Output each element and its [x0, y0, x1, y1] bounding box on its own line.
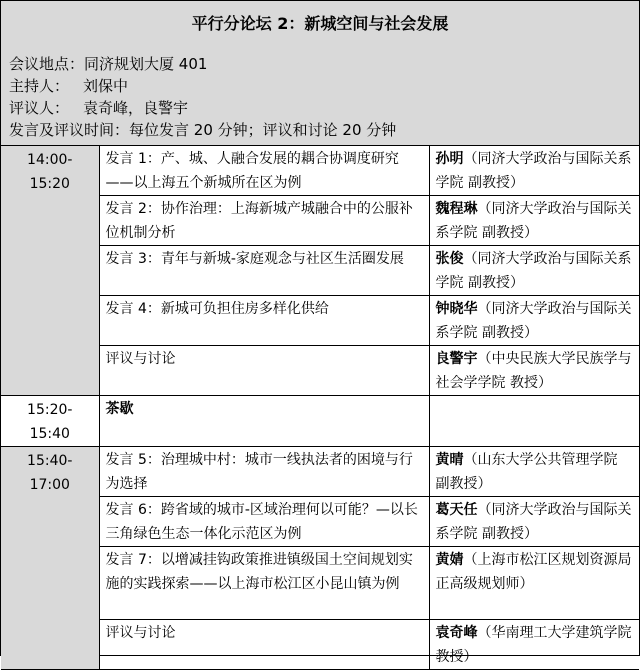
speaker-affiliation: （上海市松江区规划资源局 正高级规划师）	[435, 552, 632, 592]
reviewer-row	[9, 97, 188, 119]
speaker-name: 黄晴	[435, 452, 464, 468]
speaker-affiliation: （同济大学政治与国际关系学院 副教授）	[435, 502, 632, 542]
speaker-cell	[429, 246, 639, 296]
time-cell	[1, 396, 99, 447]
timing-row	[9, 119, 396, 141]
talk-cell: 评议与讨论	[99, 620, 429, 670]
speaker-affiliation: （同济大学政治与国际关系学院 副教授）	[435, 151, 632, 191]
speaker-cell	[429, 620, 639, 670]
reviewer-label: 评议人：	[9, 99, 70, 117]
talk-cell: 发言 1：产、城、人融合发展的耦合协调度研究——以上海五个新城所在区为例	[99, 146, 429, 196]
speaker-cell	[429, 447, 639, 497]
speaker-affiliation: （同济大学政治与国际关系学院 副教授）	[435, 251, 632, 291]
host-value: 刘保中	[83, 77, 129, 95]
speaker-name: 魏程琳	[435, 201, 478, 217]
venue-row	[9, 53, 207, 75]
speaker-name: 孙明	[435, 151, 464, 167]
time-end: 15:20	[29, 176, 70, 192]
venue-value: 同济规划大厦 401	[84, 55, 208, 73]
speaker-affiliation: （山东大学公共管理学院 副教授）	[435, 452, 618, 492]
host-row	[9, 75, 128, 97]
empty-cell	[429, 396, 639, 447]
table-row	[1, 447, 639, 497]
time-start: 15:20-	[27, 402, 73, 418]
talk-cell: 发言 2：协作治理：上海新城产城融合中的公服补位机制分析	[99, 196, 429, 246]
reviewer-value: 袁奇峰，良警宇	[83, 99, 189, 117]
talk-cell: 发言 7：以增减挂钩政策推进镇级国土空间规划实施的实践探索——以上海市松江区小昆山镇为例	[99, 547, 429, 620]
time-cell	[1, 146, 99, 396]
speaker-name: 良警宇	[435, 351, 478, 367]
break-label: 茶歇	[99, 396, 429, 447]
time-start: 14:00-	[27, 152, 73, 168]
table-row	[1, 396, 639, 447]
schedule-table	[1, 146, 639, 670]
talk-cell: 发言 4：新城可负担住房多样化供给	[99, 296, 429, 346]
speaker-cell	[429, 346, 639, 396]
timing-value: 每位发言 20 分钟；评议和讨论 20 分钟	[129, 121, 397, 139]
timing-label: 发言及评议时间：	[9, 121, 130, 139]
speaker-affiliation: （同济大学政治与国际关系学院 副教授）	[435, 201, 632, 241]
talk-cell: 发言 6：跨省域的城市-区域治理何以可能？—以长三角绿色生态一体化示范区为例	[99, 497, 429, 547]
talk-cell: 评议与讨论	[99, 346, 429, 396]
speaker-name: 袁奇峰	[435, 625, 478, 641]
speaker-cell	[429, 196, 639, 246]
time-start: 15:40-	[27, 453, 73, 469]
info-header	[1, 1, 639, 146]
talk-cell: 发言 3：青年与新城-家庭观念与社区生活圈发展	[99, 246, 429, 296]
venue-label: 会议地点：	[9, 55, 85, 73]
speaker-name: 葛天任	[435, 502, 478, 518]
speaker-name: 黄婧	[435, 552, 464, 568]
speaker-name: 张俊	[435, 251, 464, 267]
speaker-name: 钟晓华	[435, 301, 478, 317]
speaker-cell	[429, 296, 639, 346]
host-label: 主持人：	[9, 77, 70, 95]
forum-title: 平行分论坛 2：新城空间与社会发展	[191, 14, 449, 33]
speaker-affiliation: （华南理工大学建筑学院 教授）	[435, 625, 632, 665]
speaker-cell	[429, 547, 639, 620]
table-row	[1, 146, 639, 196]
time-cell	[1, 447, 99, 670]
speaker-affiliation: （中央民族大学民族学与社会学学院 教授）	[435, 351, 632, 391]
speaker-cell	[429, 146, 639, 196]
speaker-cell	[429, 497, 639, 547]
speaker-affiliation: （同济大学政治与国际关系学院 副教授）	[435, 301, 632, 341]
time-end: 17:00	[29, 477, 70, 493]
talk-cell: 发言 5：治理城中村：城市一线执法者的困境与行为选择	[99, 447, 429, 497]
time-end: 15:40	[29, 426, 70, 442]
